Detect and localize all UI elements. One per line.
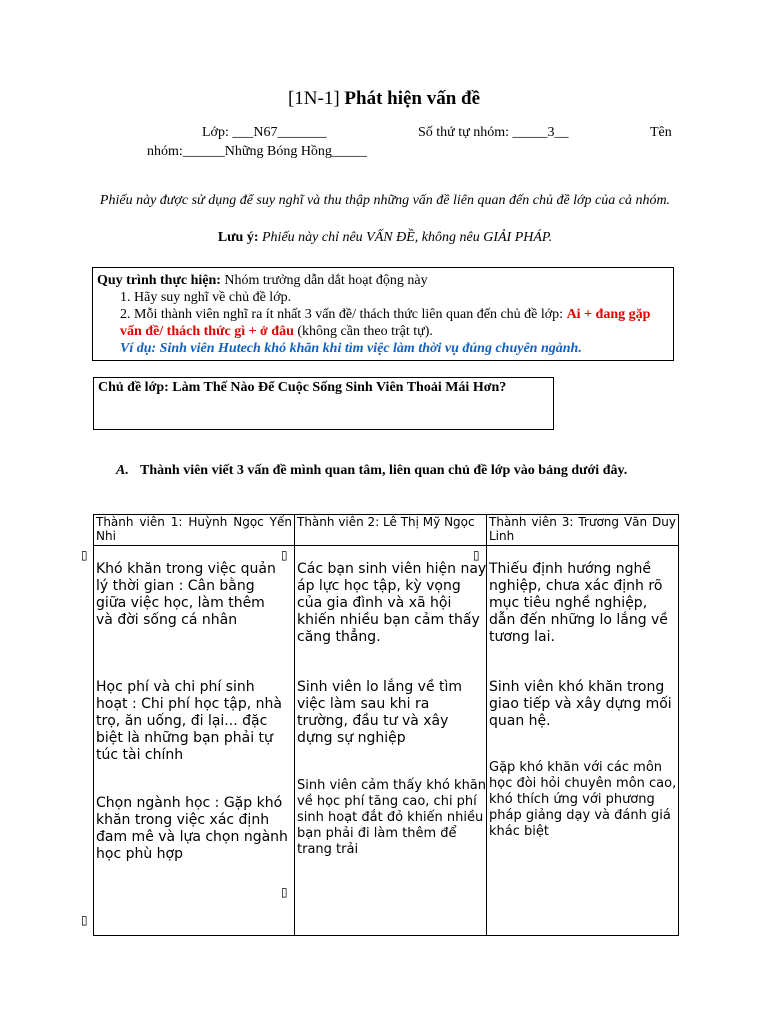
page-title bbox=[0, 88, 768, 110]
member-3-cell bbox=[487, 546, 679, 936]
header-member-1: Thành viên 1: Huỳnh Ngọc Yến Nhi bbox=[94, 515, 295, 546]
section-a-label: A. bbox=[116, 463, 129, 478]
missing-glyph-icon: ▯ bbox=[81, 548, 88, 562]
table-header-row bbox=[94, 515, 679, 546]
member-issues-table bbox=[93, 514, 679, 936]
group-name-label: nhóm:______Những Bóng Hồng_____ bbox=[147, 144, 367, 159]
process-text: Nhóm trưởng dẫn dắt hoạt động này bbox=[220, 273, 428, 288]
section-a-text: Thành viên viết 3 vấn đề mình quan tâm, liên quan chủ đề lớp vào bảng dưới đây. bbox=[140, 463, 628, 478]
member-2-issue-3: Sinh viên cảm thấy khó khăn về học phí tăng cao, chi phí sinh hoạt đắt đỏ khiến nhiều bạn phải đi làm thêm để trang trải bbox=[297, 778, 487, 857]
member-2-cell bbox=[295, 546, 487, 936]
process-step-2-text: 2. Mỗi thành viên nghĩ ra ít nhất 3 vấn đề/ thách thức liên quan đến chủ đề lớp: bbox=[120, 307, 567, 322]
member-2-issue-1: Các bạn sinh viên hiện nay áp lực học tập, kỳ vọng của gia đình và xã hội khiến nhiều bạn cảm thấy căng thẳng. bbox=[297, 561, 487, 645]
process-step-2 bbox=[97, 306, 669, 340]
header-member-3: Thành viên 3: Trương Văn Duy Linh bbox=[487, 515, 679, 546]
note-text: Phiếu này chỉ nêu VẤN ĐỀ, không nêu GIẢI PHÁP. bbox=[258, 230, 553, 245]
title-text: Phát hiện vấn đề bbox=[339, 88, 481, 109]
member-1-issue-2: Học phí và chi phí sinh hoạt : Chi phí học tập, nhà trọ, ăn uống, đi lại... đặc biệt là những bạn phải tự túc tài chính bbox=[96, 679, 282, 763]
process-step-2-suffix: (không cần theo trật tự). bbox=[293, 324, 433, 339]
member-3-issue-1: Thiếu định hướng nghề nghiệp, chưa xác định rõ mục tiêu nghề nghiệp, dẫn đến những lo lắng về tương lai. bbox=[489, 561, 668, 645]
member-3-issue-3: Gặp khó khăn với các môn học đòi hỏi chuyên môn cao, khó thích ứng với phương pháp giảng dạy và đánh giá khác biệt bbox=[489, 760, 677, 839]
table-body-row bbox=[94, 546, 679, 936]
note-label: Lưu ý: bbox=[217, 230, 259, 245]
member-3-issue-2: Sinh viên khó khăn trong giao tiếp và xây dựng mối quan hệ. bbox=[489, 679, 672, 729]
group-number-label: Số thứ tự nhóm: _____3__ bbox=[418, 125, 569, 140]
process-example: Ví dụ: Sinh viên Hutech khó khăn khi tìm việc làm thời vụ đúng chuyên ngành. bbox=[120, 341, 582, 356]
missing-glyph-icon: ▯ bbox=[473, 548, 480, 562]
class-label: Lớp: ___N67_______ bbox=[202, 125, 327, 140]
group-name-label-start: Tên bbox=[650, 125, 672, 140]
section-a bbox=[116, 462, 676, 480]
member-1-cell bbox=[94, 546, 295, 936]
member-1-issue-1: Khó khăn trong việc quản lý thời gian : Cân bằng giữa việc học, làm thêm và đời sống cá nhân bbox=[96, 561, 276, 628]
note bbox=[95, 230, 675, 246]
process-step-1: 1. Hãy suy nghĩ về chủ đề lớp. bbox=[120, 290, 292, 305]
process-label: Quy trình thực hiện: bbox=[97, 273, 221, 288]
missing-glyph-icon: ▯ bbox=[81, 913, 88, 927]
process-heading bbox=[97, 272, 669, 289]
member-2-issue-2: Sinh viên lo lắng về tìm việc làm sau khi ra trường, đầu tư và xây dựng sự nghiệp bbox=[297, 679, 463, 746]
process-box bbox=[92, 267, 674, 361]
member-1-issue-3: Chọn ngành học : Gặp khó khăn trong việc xác định đam mê và lựa chọn ngành học phù hợp bbox=[96, 795, 288, 862]
intro-text: Phiếu này được sử dụng để suy nghĩ và thu thập những vấn đề liên quan đến chủ đề lớp của cả nhóm. bbox=[99, 193, 671, 208]
header-member-2: Thành viên 2: Lê Thị Mỹ Ngọc bbox=[295, 515, 487, 546]
process-step-2-highlight: Ai + đang gặp vấn đề/ thách thức gì + ở đâu bbox=[120, 307, 651, 339]
missing-glyph-icon: ▯ bbox=[281, 548, 288, 562]
missing-glyph-icon: ▯ bbox=[281, 885, 288, 899]
title-code: [1N-1] bbox=[287, 88, 340, 109]
topic-box: Chủ đề lớp: Làm Thế Nào Để Cuộc Sống Sinh Viên Thoải Mái Hơn? bbox=[93, 377, 554, 430]
